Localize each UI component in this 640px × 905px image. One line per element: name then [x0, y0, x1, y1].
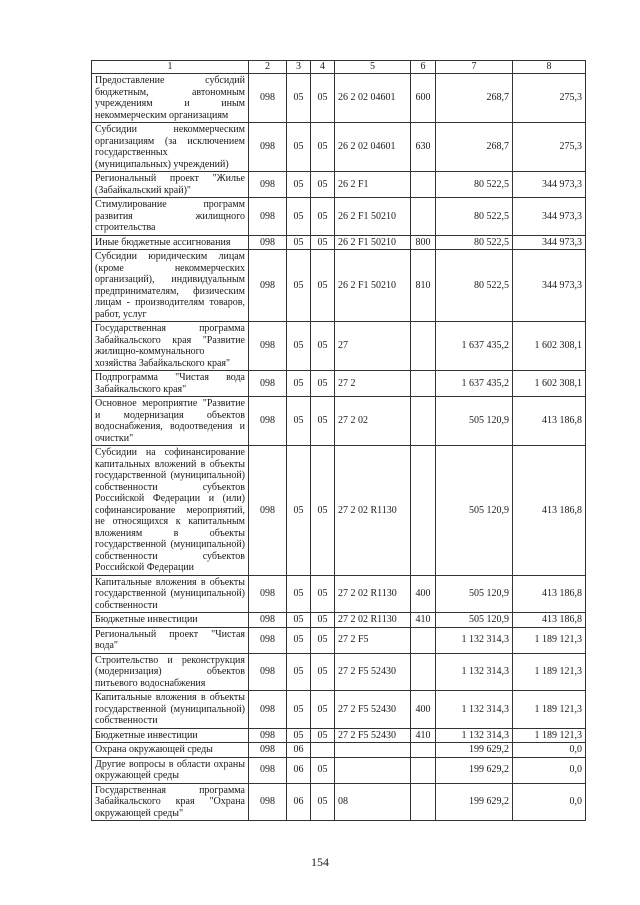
row-name-cell: Субсидии некоммерческим организациям (за исключением государственных (муниципальных) учреждений) [92, 123, 249, 172]
table-row [92, 446, 586, 576]
section-code-cell: 05 [287, 123, 311, 172]
subsection-code-cell: 05 [311, 397, 335, 446]
amount-year1-cell: 1 132 314,3 [436, 627, 513, 653]
target-article-cell: 26 2 02 04601 [335, 74, 411, 123]
section-code-cell: 05 [287, 371, 311, 397]
ministry-code-cell: 098 [249, 757, 287, 783]
row-name-cell: Предоставление субсидий бюджетным, автономным учреждениям и иным некоммерческим организациям [92, 74, 249, 123]
subsection-code-cell: 05 [311, 250, 335, 322]
target-article-cell: 26 2 F1 50210 [335, 250, 411, 322]
row-name-cell: Стимулирование программ развития жилищного строительства [92, 198, 249, 236]
subsection-code-cell: 05 [311, 446, 335, 576]
row-name-cell: Строительство и реконструкция (модернизация) объектов питьевого водоснабжения [92, 653, 249, 691]
subsection-code-cell: 05 [311, 728, 335, 743]
expense-type-cell: 630 [411, 123, 436, 172]
budget-table [91, 60, 586, 821]
amount-year2-cell: 413 186,8 [513, 613, 586, 628]
target-article-cell: 27 2 F5 52430 [335, 691, 411, 729]
header-cell: 2 [249, 61, 287, 74]
section-code-cell: 05 [287, 235, 311, 250]
section-code-cell: 05 [287, 575, 311, 613]
section-code-cell: 05 [287, 613, 311, 628]
section-code-cell: 05 [287, 397, 311, 446]
subsection-code-cell: 05 [311, 198, 335, 236]
section-code-cell: 05 [287, 691, 311, 729]
table-row [92, 322, 586, 371]
expense-type-cell: 410 [411, 613, 436, 628]
expense-type-cell [411, 198, 436, 236]
header-cell: 5 [335, 61, 411, 74]
amount-year1-cell: 199 629,2 [436, 757, 513, 783]
target-article-cell: 26 2 F1 50210 [335, 235, 411, 250]
subsection-code-cell: 05 [311, 235, 335, 250]
amount-year1-cell: 505 120,9 [436, 613, 513, 628]
header-cell: 4 [311, 61, 335, 74]
section-code-cell: 06 [287, 757, 311, 783]
table-row [92, 728, 586, 743]
ministry-code-cell: 098 [249, 783, 287, 821]
target-article-cell: 27 2 02 [335, 397, 411, 446]
subsection-code-cell: 05 [311, 123, 335, 172]
subsection-code-cell: 05 [311, 613, 335, 628]
expense-type-cell [411, 783, 436, 821]
subsection-code-cell: 05 [311, 691, 335, 729]
ministry-code-cell: 098 [249, 74, 287, 123]
amount-year2-cell: 344 973,3 [513, 172, 586, 198]
amount-year2-cell: 1 189 121,3 [513, 691, 586, 729]
amount-year2-cell: 413 186,8 [513, 575, 586, 613]
subsection-code-cell: 05 [311, 371, 335, 397]
expense-type-cell: 400 [411, 575, 436, 613]
amount-year1-cell: 505 120,9 [436, 397, 513, 446]
ministry-code-cell: 098 [249, 250, 287, 322]
ministry-code-cell: 098 [249, 198, 287, 236]
target-article-cell: 26 2 F1 [335, 172, 411, 198]
amount-year1-cell: 199 629,2 [436, 783, 513, 821]
target-article-cell: 27 2 [335, 371, 411, 397]
row-name-cell: Региональный проект "Чистая вода" [92, 627, 249, 653]
ministry-code-cell: 098 [249, 743, 287, 758]
amount-year1-cell: 505 120,9 [436, 446, 513, 576]
table-row [92, 172, 586, 198]
section-code-cell: 05 [287, 172, 311, 198]
table-row [92, 397, 586, 446]
header-cell: 6 [411, 61, 436, 74]
row-name-cell: Государственная программа Забайкальского края "Охрана окружающей среды" [92, 783, 249, 821]
ministry-code-cell: 098 [249, 613, 287, 628]
header-cell: 3 [287, 61, 311, 74]
row-name-cell: Субсидии на софинансирование капитальных вложений в объекты государственной (муниципальной) собственности субъектов Российской Федерации и (или) софинансирование мероприятий, не относящихся к капитальным вложениям в объекты государственной (муниципальной) собственности субъектов Российской Федерации [92, 446, 249, 576]
amount-year1-cell: 80 522,5 [436, 172, 513, 198]
section-code-cell: 05 [287, 250, 311, 322]
expense-type-cell: 410 [411, 728, 436, 743]
target-article-cell: 27 2 02 R1130 [335, 613, 411, 628]
target-article-cell: 08 [335, 783, 411, 821]
subsection-code-cell: 05 [311, 783, 335, 821]
amount-year1-cell: 505 120,9 [436, 575, 513, 613]
ministry-code-cell: 098 [249, 728, 287, 743]
amount-year1-cell: 268,7 [436, 123, 513, 172]
amount-year2-cell: 0,0 [513, 783, 586, 821]
target-article-cell [335, 757, 411, 783]
amount-year2-cell: 0,0 [513, 757, 586, 783]
table-row [92, 743, 586, 758]
section-code-cell: 05 [287, 198, 311, 236]
table-row [92, 691, 586, 729]
target-article-cell: 27 [335, 322, 411, 371]
amount-year1-cell: 1 637 435,2 [436, 322, 513, 371]
amount-year2-cell: 1 602 308,1 [513, 322, 586, 371]
section-code-cell: 05 [287, 627, 311, 653]
ministry-code-cell: 098 [249, 627, 287, 653]
ministry-code-cell: 098 [249, 575, 287, 613]
section-code-cell: 05 [287, 322, 311, 371]
amount-year1-cell: 1 132 314,3 [436, 691, 513, 729]
expense-type-cell [411, 757, 436, 783]
ministry-code-cell: 098 [249, 235, 287, 250]
amount-year1-cell: 199 629,2 [436, 743, 513, 758]
amount-year1-cell: 268,7 [436, 74, 513, 123]
header-cell: 8 [513, 61, 586, 74]
table-row [92, 123, 586, 172]
table-row [92, 250, 586, 322]
row-name-cell: Охрана окружающей среды [92, 743, 249, 758]
row-name-cell: Другие вопросы в области охраны окружающей среды [92, 757, 249, 783]
ministry-code-cell: 098 [249, 123, 287, 172]
target-article-cell: 26 2 02 04601 [335, 123, 411, 172]
subsection-code-cell: 05 [311, 757, 335, 783]
table-row [92, 371, 586, 397]
ministry-code-cell: 098 [249, 371, 287, 397]
ministry-code-cell: 098 [249, 397, 287, 446]
ministry-code-cell: 098 [249, 653, 287, 691]
target-article-cell: 27 2 F5 [335, 627, 411, 653]
target-article-cell: 26 2 F1 50210 [335, 198, 411, 236]
table-row [92, 575, 586, 613]
table-row [92, 198, 586, 236]
table-body [92, 74, 586, 821]
amount-year2-cell: 344 973,3 [513, 198, 586, 236]
expense-type-cell [411, 653, 436, 691]
target-article-cell: 27 2 F5 52430 [335, 728, 411, 743]
amount-year2-cell: 1 189 121,3 [513, 728, 586, 743]
amount-year1-cell: 80 522,5 [436, 250, 513, 322]
row-name-cell: Региональный проект "Жилье (Забайкальский край)" [92, 172, 249, 198]
amount-year2-cell: 1 602 308,1 [513, 371, 586, 397]
page-number: 154 [311, 855, 329, 869]
section-code-cell: 06 [287, 783, 311, 821]
subsection-code-cell: 05 [311, 74, 335, 123]
amount-year2-cell: 1 189 121,3 [513, 653, 586, 691]
table-row [92, 757, 586, 783]
amount-year1-cell: 1 637 435,2 [436, 371, 513, 397]
amount-year2-cell: 1 189 121,3 [513, 627, 586, 653]
ministry-code-cell: 098 [249, 172, 287, 198]
row-name-cell: Капитальные вложения в объекты государственной (муниципальной) собственности [92, 575, 249, 613]
table-row [92, 74, 586, 123]
expense-type-cell [411, 371, 436, 397]
section-code-cell: 06 [287, 743, 311, 758]
row-name-cell: Капитальные вложения в объекты государственной (муниципальной) собственности [92, 691, 249, 729]
subsection-code-cell: 05 [311, 653, 335, 691]
target-article-cell [335, 743, 411, 758]
row-name-cell: Субсидии юридическим лицам (кроме некоммерческих организаций), индивидуальным предпринимателям, физическим лицам - производителям товаров, работ, услуг [92, 250, 249, 322]
target-article-cell: 27 2 02 R1130 [335, 446, 411, 576]
expense-type-cell [411, 172, 436, 198]
amount-year2-cell: 344 973,3 [513, 250, 586, 322]
section-code-cell: 05 [287, 653, 311, 691]
expense-type-cell [411, 743, 436, 758]
target-article-cell: 27 2 02 R1130 [335, 575, 411, 613]
expense-type-cell [411, 322, 436, 371]
amount-year1-cell: 1 132 314,3 [436, 728, 513, 743]
expense-type-cell [411, 397, 436, 446]
amount-year2-cell: 0,0 [513, 743, 586, 758]
amount-year2-cell: 344 973,3 [513, 235, 586, 250]
amount-year2-cell: 275,3 [513, 74, 586, 123]
amount-year1-cell: 1 132 314,3 [436, 653, 513, 691]
ministry-code-cell: 098 [249, 322, 287, 371]
header-cell: 7 [436, 61, 513, 74]
amount-year2-cell: 413 186,8 [513, 397, 586, 446]
subsection-code-cell: 05 [311, 322, 335, 371]
expense-type-cell [411, 627, 436, 653]
amount-year1-cell: 80 522,5 [436, 235, 513, 250]
section-code-cell: 05 [287, 74, 311, 123]
header-row [92, 61, 586, 74]
subsection-code-cell: 05 [311, 575, 335, 613]
subsection-code-cell [311, 743, 335, 758]
row-name-cell: Иные бюджетные ассигнования [92, 235, 249, 250]
table-row [92, 627, 586, 653]
amount-year2-cell: 413 186,8 [513, 446, 586, 576]
expense-type-cell: 800 [411, 235, 436, 250]
header-cell: 1 [92, 61, 249, 74]
row-name-cell: Основное мероприятие "Развитие и модернизация объектов водоснабжения, водоотведения и очистки" [92, 397, 249, 446]
subsection-code-cell: 05 [311, 172, 335, 198]
section-code-cell: 05 [287, 446, 311, 576]
ministry-code-cell: 098 [249, 691, 287, 729]
row-name-cell: Подпрограмма "Чистая вода Забайкальского края" [92, 371, 249, 397]
section-code-cell: 05 [287, 728, 311, 743]
amount-year2-cell: 275,3 [513, 123, 586, 172]
subsection-code-cell: 05 [311, 627, 335, 653]
table-row [92, 613, 586, 628]
table-row [92, 653, 586, 691]
ministry-code-cell: 098 [249, 446, 287, 576]
table-row [92, 783, 586, 821]
row-name-cell: Бюджетные инвестиции [92, 728, 249, 743]
row-name-cell: Бюджетные инвестиции [92, 613, 249, 628]
amount-year1-cell: 80 522,5 [436, 198, 513, 236]
row-name-cell: Государственная программа Забайкальского края "Развитие жилищно-коммунального хозяйства Забайкальского края" [92, 322, 249, 371]
expense-type-cell: 600 [411, 74, 436, 123]
expense-type-cell: 810 [411, 250, 436, 322]
expense-type-cell [411, 446, 436, 576]
target-article-cell: 27 2 F5 52430 [335, 653, 411, 691]
table-row [92, 235, 586, 250]
expense-type-cell: 400 [411, 691, 436, 729]
